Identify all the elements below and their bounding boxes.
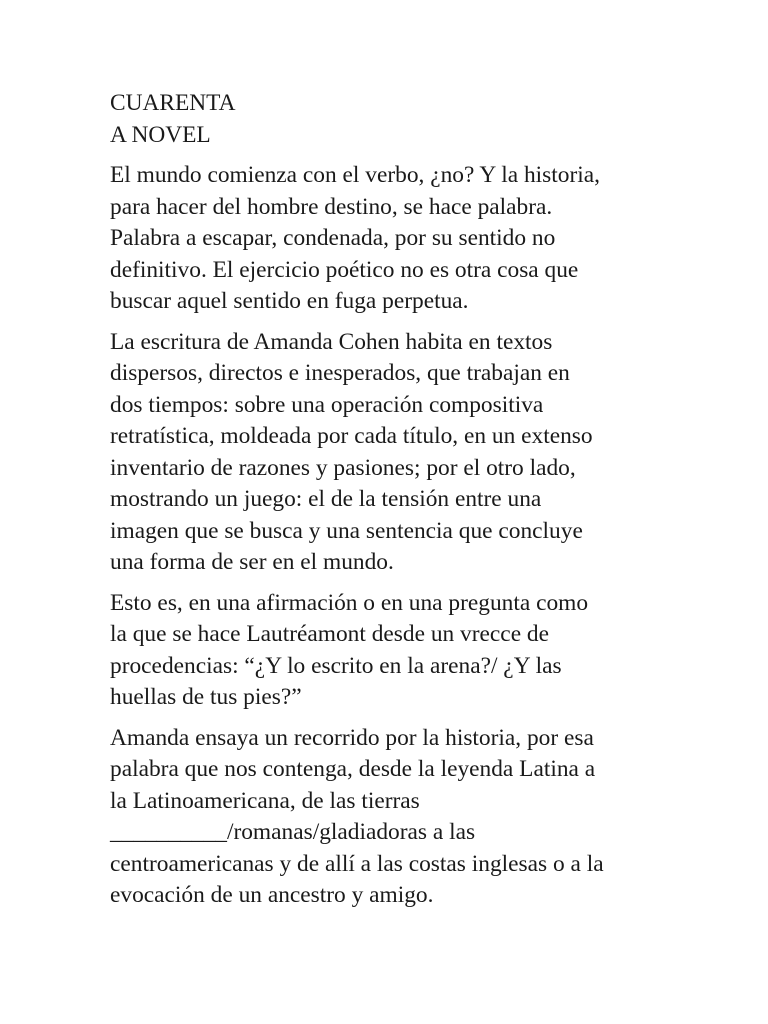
paragraph-line: centroamericanas y de allí a las costas inglesas o a la bbox=[110, 850, 604, 877]
paragraph-line: La escritura de Amanda Cohen habita en textos bbox=[110, 328, 553, 355]
paragraph-line: evocación de un ancestro y amigo. bbox=[110, 882, 434, 908]
paragraph-line: dos tiempos: sobre una operación compositiva bbox=[110, 391, 544, 418]
paragraph-line: buscar aquel sentido en fuga perpetua. bbox=[110, 288, 469, 314]
paragraph-line: huellas de tus pies?” bbox=[110, 684, 302, 710]
paragraph-line: palabra que nos contenga, desde la leyenda Latina a bbox=[110, 756, 596, 782]
paragraph-line: definitivo. El ejercicio poético no es otra cosa que bbox=[110, 256, 579, 283]
paragraph-line: para hacer del hombre destino, se hace palabra. bbox=[110, 193, 553, 220]
paragraph-3 bbox=[110, 588, 670, 714]
paragraph-line: la que se hace Lautréamont desde un vrecce de bbox=[110, 621, 549, 647]
paragraph-4 bbox=[110, 723, 670, 912]
title-line-cuarenta: CUARENTA bbox=[110, 90, 236, 116]
document-title bbox=[110, 88, 670, 151]
paragraph-line: la Latinoamericana, de las tierras bbox=[110, 787, 420, 814]
paragraph-line: Amanda ensaya un recorrido por la historia, por esa bbox=[110, 724, 594, 751]
paragraph-line: retratística, moldeada por cada título, en un extenso bbox=[110, 423, 593, 449]
paragraph-line: dispersos, directos e inesperados, que trabajan en bbox=[110, 360, 570, 386]
paragraph-line: Esto es, en una afirmación o en una pregunta como bbox=[110, 589, 589, 616]
paragraph-line: El mundo comienza con el verbo, ¿no? Y la historia, bbox=[110, 162, 600, 188]
title-line-a-novel: A NOVEL bbox=[110, 121, 211, 148]
paragraph-line: imagen que se busca y una sentencia que concluye bbox=[110, 517, 583, 544]
paragraph-2 bbox=[110, 327, 670, 579]
paragraph-1 bbox=[110, 160, 670, 318]
paragraph-line: __________/romanas/gladiadoras a las bbox=[110, 819, 476, 845]
document-page bbox=[110, 88, 670, 921]
paragraph-line: inventario de razones y pasiones; por el otro lado, bbox=[110, 454, 576, 481]
paragraph-line: Palabra a escapar, condenada, por su sentido no bbox=[110, 225, 556, 251]
paragraph-line: mostrando un juego: el de la tensión entre una bbox=[110, 486, 542, 512]
paragraph-line: procedencias: “¿Y lo escrito en la arena?/ ¿Y las bbox=[110, 652, 562, 679]
paragraph-line: una forma de ser en el mundo. bbox=[110, 549, 394, 575]
